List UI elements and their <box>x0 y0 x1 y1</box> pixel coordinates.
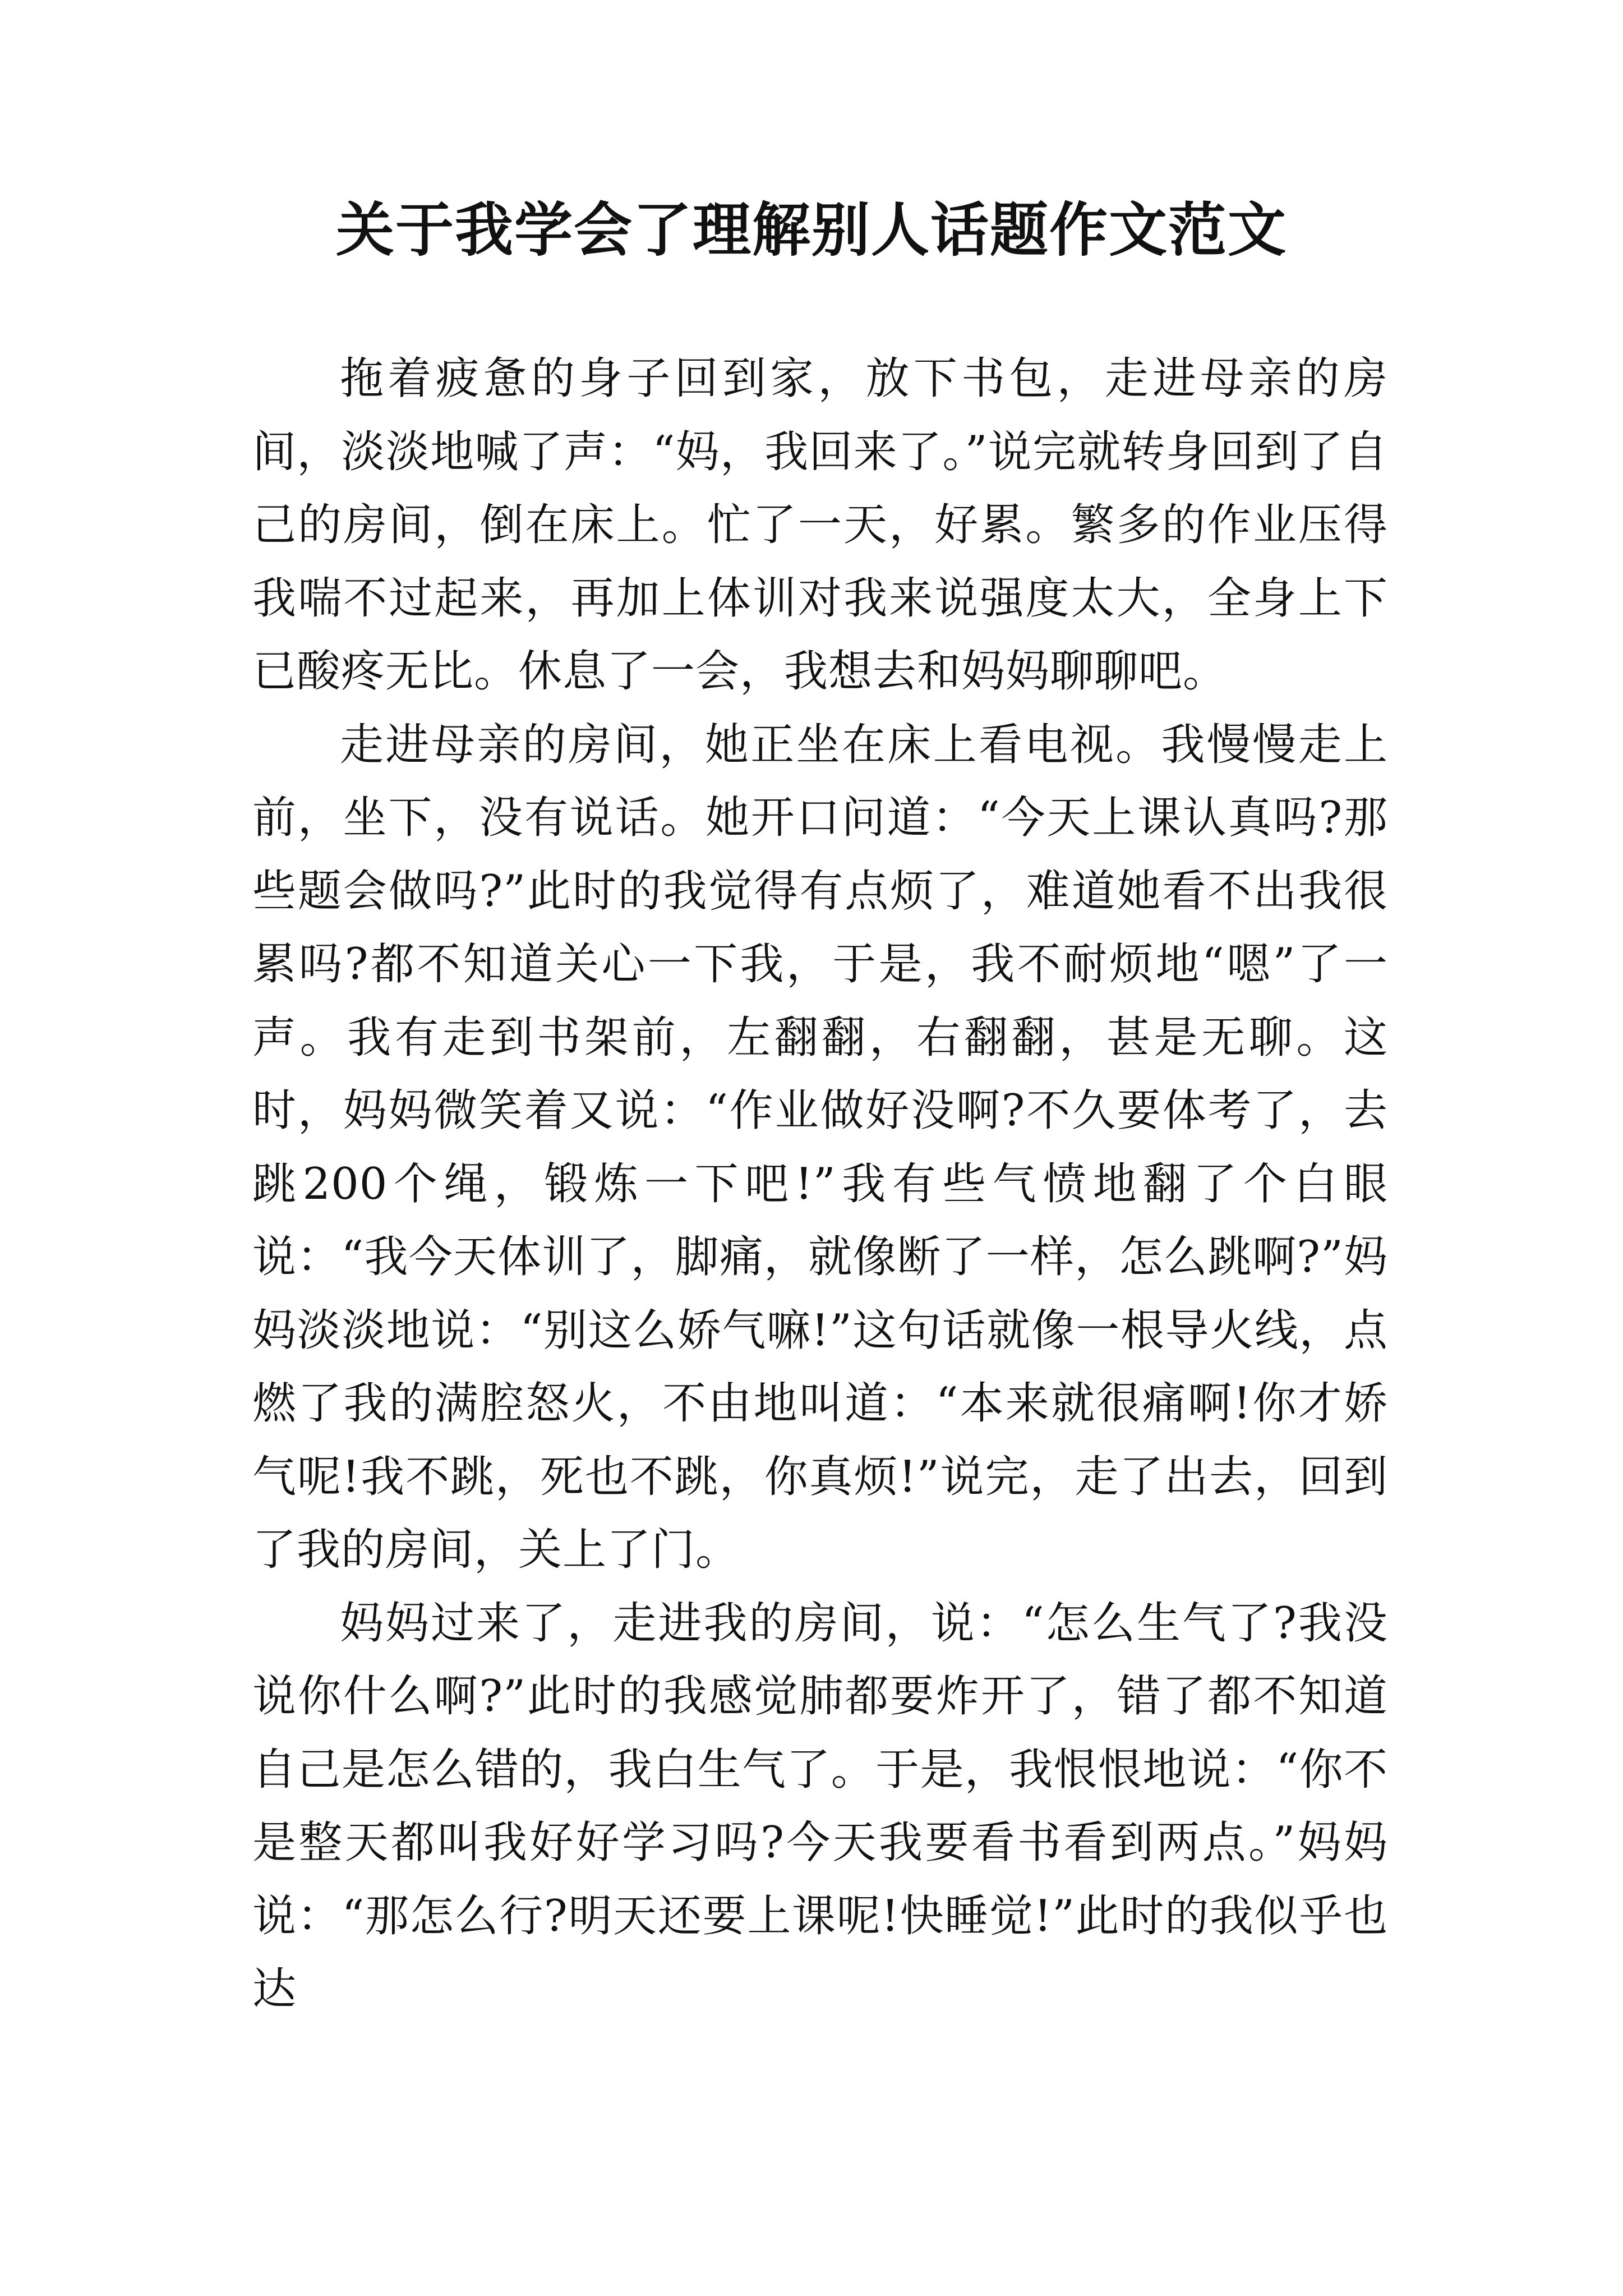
document-title: 关于我学会了理解别人话题作文范文 <box>335 195 1287 264</box>
document-body <box>252 342 1388 2026</box>
paragraph-3: 妈妈过来了，走进我的房间，说：“怎么生气了?我没说你什么啊?”此时的我感觉肺都要炸开了，错了都不知道自己是怎么错的，我白生气了。于是，我恨恨地说：“你不是整天都叫我好好学习吗?今天我要看书看到两点。”妈妈说：“那怎么行?明天还要上课呢!快睡觉!”此时的我似乎也达 <box>252 1598 1388 2014</box>
paragraph-2: 走进母亲的房间，她正坐在床上看电视。我慢慢走上前，坐下，没有说话。她开口问道：“今天上课认真吗?那些题会做吗?”此时的我觉得有点烦了，难道她看不出我很累吗?都不知道关心一下我，于是，我不耐烦地“嗯”了一声。我有走到书架前，左翻翻，右翻翻，甚是无聊。这时，妈妈微笑着又说：“作业做好没啊?不久要体考了，去跳200个绳，锻炼一下吧!”我有些气愤地翻了个白眼说：“我今天体训了，脚痛，就像断了一样，怎么跳啊?”妈妈淡淡地说：“别这么娇气嘛!”这句话就像一根导火线，点燃了我的满腔怒火，不由地叫道：“本来就很痛啊!你才娇气呢!我不跳，死也不跳，你真烦!”说完，走了出去，回到了我的房间，关上了门。 <box>252 719 1388 1575</box>
paragraph-1: 拖着疲惫的身子回到家，放下书包，走进母亲的房间，淡淡地喊了声：“妈，我回来了。”说完就转身回到了自己的房间，倒在床上。忙了一天，好累。繁多的作业压得我喘不过起来，再加上体训对我来说强度太大，全身上下已酸疼无比。休息了一会，我想去和妈妈聊聊吧。 <box>252 353 1388 697</box>
